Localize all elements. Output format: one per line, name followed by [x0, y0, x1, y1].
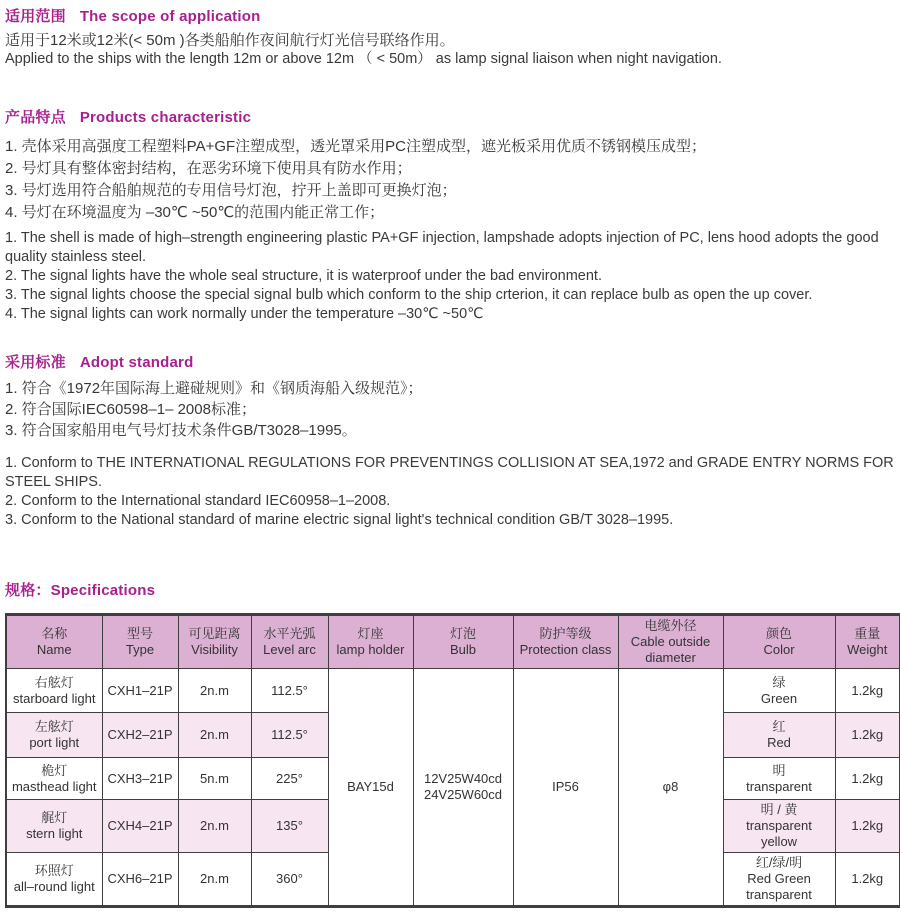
- col-header-weight: [835, 615, 900, 669]
- col-header-cable-diameter-en: Cable outside diameter: [630, 634, 711, 665]
- col-header-visibility-cn: 可见距离: [188, 626, 241, 641]
- standard-item-en: 3. Conform to the National standard of marine electric signal light's technical condition GB/T 3028–1995.: [5, 512, 674, 528]
- col-header-type: [102, 615, 178, 669]
- characteristic-item-en: 1. The shell is made of high–strength engineering plastic PA+GF injection, lampshade adopts injection of PC, lens hood adopts the good quality stainless steel.: [5, 230, 879, 265]
- cell-weight: 1.2kg: [835, 758, 900, 800]
- name-cn: 桅灯: [41, 762, 68, 778]
- standards-heading: [5, 354, 894, 372]
- col-header-protection-class-cn: 防护等级: [539, 626, 592, 641]
- characteristic-item-en: 4. The signal lights can work normally under the temperature –30℃ ~50℃: [5, 306, 484, 322]
- color-line: Red: [767, 735, 791, 750]
- col-header-color-cn: 颜色: [765, 626, 792, 641]
- characteristic-item-cn: 1. 壳体采用高强度工程塑料PA+GF注塑成型，透光罩采用PC注塑成型，遮光板采用优质不锈钢模压成型；: [5, 138, 707, 155]
- cell-level-arc: 112.5°: [251, 713, 328, 758]
- cell-visibility: 2n.m: [178, 800, 251, 853]
- standards-list-cn: [5, 378, 894, 441]
- table-row-starboard-light: [6, 669, 900, 713]
- specifications-heading: [5, 582, 894, 600]
- standard-item-en: 1. Conform to THE INTERNATIONAL REGULATIONS FOR PREVENTINGS COLLISION AT SEA,1972 and GRADE ENTRY NORMS FOR STEEL SHIPS.: [5, 455, 894, 490]
- col-header-level-arc: [251, 615, 328, 669]
- cell-level-arc: 135°: [251, 800, 328, 853]
- scope-heading-cn: 适用范围: [5, 8, 66, 25]
- color-line: transparent: [746, 778, 812, 794]
- cell-type: CXH6–21P: [102, 853, 178, 907]
- col-header-name-en: Name: [36, 642, 72, 657]
- col-header-bulb-en: Bulb: [449, 642, 477, 657]
- col-header-type-cn: 型号: [126, 626, 153, 641]
- cell-color: [723, 853, 835, 907]
- col-header-name-cn: 名称: [41, 626, 68, 641]
- section-specifications: [5, 582, 894, 600]
- specifications-heading-en: Specifications: [50, 582, 156, 599]
- name-cn: 艉灯: [41, 810, 68, 825]
- cell-color: [723, 713, 835, 758]
- col-header-cable-diameter: [618, 615, 723, 669]
- characteristic-item-en: 2. The signal lights have the whole seal structure, it is waterproof under the bad environment.: [5, 268, 602, 284]
- cell-name: [6, 758, 102, 800]
- table-header-row: [6, 615, 900, 669]
- name-en: stern light: [26, 826, 83, 841]
- name-en: masthead light: [11, 778, 97, 794]
- characteristics-list-cn: [5, 136, 894, 224]
- cell-type: CXH4–21P: [102, 800, 178, 853]
- scope-heading-en: The scope of application: [79, 8, 261, 25]
- cell-level-arc: 225°: [251, 758, 328, 800]
- col-header-protection-class: [513, 615, 618, 669]
- scope-heading: [5, 8, 894, 26]
- standards-heading-en: Adopt standard: [79, 354, 194, 371]
- color-line: yellow: [760, 834, 798, 849]
- col-header-level-arc-cn: 水平光弧: [263, 626, 316, 641]
- name-en: port light: [29, 735, 80, 750]
- cell-color: [723, 758, 835, 800]
- name-en: starboard light: [13, 690, 96, 706]
- cell-type: CXH2–21P: [102, 713, 178, 758]
- cell-visibility: 2n.m: [178, 853, 251, 907]
- cell-weight: 1.2kg: [835, 713, 900, 758]
- cell-color: [723, 800, 835, 853]
- characteristic-item-cn: 3. 号灯选用符合船舶规范的专用信号灯泡，拧开上盖即可更换灯泡；: [5, 182, 457, 199]
- color-line: 红/绿/明: [755, 855, 803, 870]
- cell-visibility: 2n.m: [178, 669, 251, 713]
- cell-protection-class-merged: IP56: [513, 669, 618, 907]
- col-header-visibility: [178, 615, 251, 669]
- characteristic-item-cn: 4. 号灯在环境温度为 –30℃ ~50℃的范围内能正常工作；: [5, 204, 385, 221]
- characteristics-list-en: [5, 229, 894, 324]
- standards-heading-cn: 采用标准: [5, 354, 66, 371]
- col-header-lamp-holder-en: lamp holder: [336, 642, 405, 657]
- section-products-characteristic: [5, 109, 894, 324]
- color-line: 明: [772, 762, 786, 778]
- col-header-weight-cn: 重量: [854, 626, 881, 641]
- cell-name: [6, 800, 102, 853]
- cell-cable-diameter-merged: φ8: [618, 669, 723, 907]
- cell-weight: 1.2kg: [835, 853, 900, 907]
- color-line: 明 / 黄: [760, 802, 798, 817]
- col-header-lamp-holder: [328, 615, 413, 669]
- name-cn: 右舷灯: [34, 674, 74, 690]
- color-line: Red Green: [747, 871, 811, 886]
- name-en: all–round light: [13, 879, 95, 894]
- cell-lamp-holder-merged: BAY15d: [328, 669, 413, 907]
- characteristics-heading-cn: 产品特点: [5, 109, 66, 126]
- characteristic-item-cn: 2. 号灯具有整体密封结构，在恶劣环境下使用具有防水作用；: [5, 160, 412, 177]
- color-line: Green: [760, 690, 798, 706]
- scope-line-en: Applied to the ships with the length 12m or above 12m （ < 50m） as lamp signal liaison when night navigation.: [5, 51, 722, 67]
- cell-name: [6, 853, 102, 907]
- cell-bulb-merged: [413, 669, 513, 907]
- color-line: 绿: [772, 674, 786, 690]
- cell-name: [6, 669, 102, 713]
- name-cn: 环照灯: [34, 863, 74, 878]
- col-header-weight-en: Weight: [847, 642, 888, 657]
- section-adopt-standard: [5, 354, 894, 530]
- color-line: transparent: [746, 818, 812, 833]
- color-line: 红: [772, 719, 786, 734]
- section-scope-of-application: [5, 8, 894, 69]
- cell-level-arc: 360°: [251, 853, 328, 907]
- standard-item-cn: 2. 符合国际IEC60598–1– 2008标准；: [5, 401, 256, 418]
- standards-list-en: [5, 454, 894, 530]
- col-header-color: [723, 615, 835, 669]
- standard-item-cn: 3. 符合国家船用电气号灯技术条件GB/T3028–1995。: [5, 422, 357, 439]
- characteristics-heading-en: Products characteristic: [79, 109, 252, 126]
- col-header-visibility-en: Visibility: [191, 642, 238, 657]
- specifications-heading-cn: 规格：: [5, 582, 51, 599]
- col-header-bulb-cn: 灯泡: [449, 626, 476, 641]
- cell-visibility: 2n.m: [178, 713, 251, 758]
- specifications-table: [5, 613, 900, 908]
- cell-visibility: 5n.m: [178, 758, 251, 800]
- color-line: transparent: [746, 887, 812, 902]
- col-header-level-arc-en: Level arc: [263, 642, 316, 657]
- col-header-cable-diameter-cn: 电缆外径: [644, 618, 697, 633]
- scope-body: [5, 31, 894, 69]
- col-header-lamp-holder-cn: 灯座: [357, 626, 384, 641]
- standard-item-cn: 1. 符合《1972年国际海上避碰规则》和《钢质海船入级规范》；: [5, 380, 423, 397]
- cell-type: CXH3–21P: [102, 758, 178, 800]
- standard-item-en: 2. Conform to the International standard IEC60958–1–2008.: [5, 493, 391, 509]
- bulb-24v: 24V25W60cd: [423, 787, 503, 802]
- col-header-protection-class-en: Protection class: [519, 642, 612, 657]
- cell-level-arc: 112.5°: [251, 669, 328, 713]
- characteristics-heading: [5, 109, 894, 127]
- col-header-type-en: Type: [125, 642, 155, 657]
- bulb-12v: 12V25W40cd: [423, 771, 503, 786]
- cell-name: [6, 713, 102, 758]
- cell-type: CXH1–21P: [102, 669, 178, 713]
- cell-weight: 1.2kg: [835, 669, 900, 713]
- characteristic-item-en: 3. The signal lights choose the special signal bulb which conform to the ship crterion, it can replace bulb as open the up cover.: [5, 287, 813, 303]
- cell-color: [723, 669, 835, 713]
- col-header-color-en: Color: [763, 642, 795, 657]
- name-cn: 左舷灯: [34, 719, 74, 734]
- col-header-bulb: [413, 615, 513, 669]
- scope-line-cn: 适用于12米或12米(< 50m )各类船舶作夜间航行灯光信号联络作用。: [5, 32, 455, 49]
- col-header-name: [6, 615, 102, 669]
- cell-weight: 1.2kg: [835, 800, 900, 853]
